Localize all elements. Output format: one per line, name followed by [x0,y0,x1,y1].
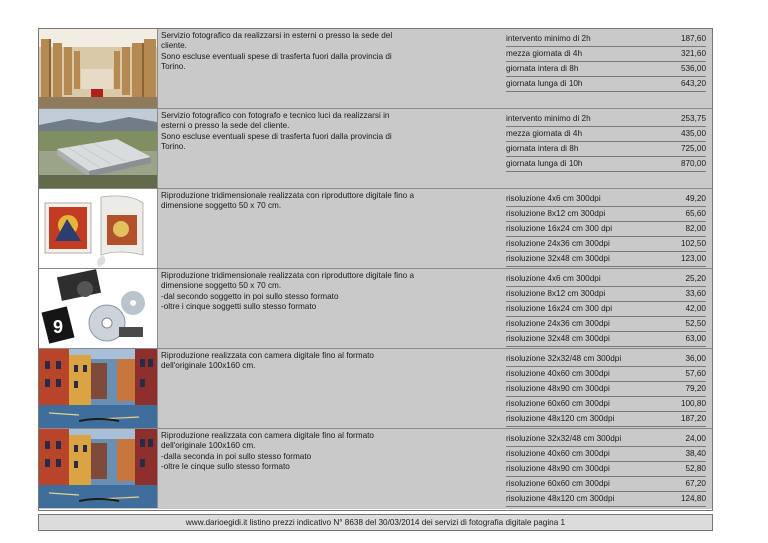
price-row [506,382,706,397]
price-row [506,142,706,157]
service-description: Riproduzione realizzata con camera digitale fino al formato dell'originale 100x160 cm. [161,351,374,371]
service-row [39,349,712,429]
price-row [506,492,706,507]
price-list [506,112,706,172]
artwork-prints-photo [39,189,158,268]
price-label: intervento minimo di 2h [506,114,591,123]
price-value: 67,20 [685,479,706,488]
service-description: Servizio fotografico con fotografo e tecnico luci da realizzarsi in esterni o presso la sede del cliente. Sono escluse eventuali spese di trasferta fuori dalla provincia di Torino. [161,111,392,152]
price-value: 725,00 [680,144,706,153]
service-description: Riproduzione tridimensionale realizzata con riproduttore digitale fino a dimensione soggetto 50 x 70 cm. [161,191,415,211]
price-label: risoluzione 32x48 cm 300dpi [506,254,610,263]
price-value: 100,80 [680,399,706,408]
service-row [39,429,712,509]
price-row [506,112,706,127]
price-row [506,412,706,427]
price-value: 123,00 [680,254,706,263]
objects-photo [39,269,158,348]
price-row [506,397,706,412]
price-label: giornata intera di 8h [506,64,579,73]
price-value: 253,75 [680,114,706,123]
price-label: risoluzione 8x12 cm 300dpi [506,289,606,298]
price-label: risoluzione 32x32/48 cm 300dpi [506,354,622,363]
price-row [506,447,706,462]
price-list [506,352,706,427]
price-label: intervento minimo di 2h [506,34,591,43]
price-value: 187,20 [680,414,706,423]
price-value: 82,00 [685,224,706,233]
price-value: 49,20 [685,194,706,203]
warehouse-photo [39,29,158,108]
price-label: mezza giornata di 4h [506,49,583,58]
price-label: risoluzione 24x36 cm 300dpi [506,319,610,328]
price-label: giornata intera di 8h [506,144,579,153]
price-row [506,367,706,382]
price-row [506,222,706,237]
price-list [506,272,706,347]
price-value: 65,60 [685,209,706,218]
price-label: risoluzione 4x6 cm 300dpi [506,274,601,283]
price-value: 38,40 [685,449,706,458]
price-label: risoluzione 48x120 cm 300dpi [506,494,615,503]
aerial-factory-photo [39,109,158,188]
service-row [39,269,712,349]
service-row [39,109,712,189]
price-list [506,432,706,507]
price-row [506,302,706,317]
price-row [506,47,706,62]
price-row [506,432,706,447]
price-label: risoluzione 48x90 cm 300dpi [506,384,610,393]
venice-painting-photo [39,429,158,508]
price-row [506,352,706,367]
footer: www.darioegidi.it listino prezzi indicativo N° 8638 del 30/03/2014 dei servizi di fotografia digitale pagina 1 [38,514,713,531]
price-value: 435,00 [680,129,706,138]
price-list-table [38,28,713,511]
price-value: 79,20 [685,384,706,393]
price-list [506,32,706,92]
price-value: 57,60 [685,369,706,378]
price-value: 52,50 [685,319,706,328]
price-value: 33,60 [685,289,706,298]
price-row [506,332,706,347]
price-row [506,157,706,172]
price-value: 187,60 [680,34,706,43]
price-label: risoluzione 40x60 cm 300dpi [506,369,610,378]
price-list [506,192,706,267]
price-label: risoluzione 16x24 cm 300 dpi [506,224,613,233]
price-value: 124,80 [680,494,706,503]
price-label: risoluzione 8x12 cm 300dpi [506,209,606,218]
price-label: risoluzione 32x48 cm 300dpi [506,334,610,343]
service-row [39,29,712,109]
venice-painting-photo [39,349,158,428]
price-value: 63,00 [685,334,706,343]
price-row [506,32,706,47]
price-value: 24,00 [685,434,706,443]
price-value: 536,00 [680,64,706,73]
price-value: 36,00 [685,354,706,363]
svg-text:9: 9 [53,317,64,337]
price-row [506,287,706,302]
price-row [506,477,706,492]
price-label: risoluzione 24x36 cm 300dpi [506,239,610,248]
price-row [506,62,706,77]
price-row [506,462,706,477]
price-label: giornata lunga di 10h [506,159,583,168]
price-label: risoluzione 60x60 cm 300dpi [506,479,610,488]
price-row [506,252,706,267]
price-label: risoluzione 48x120 cm 300dpi [506,414,615,423]
price-value: 643,20 [680,79,706,88]
price-label: risoluzione 60x60 cm 300dpi [506,399,610,408]
price-value: 25,20 [685,274,706,283]
price-row [506,77,706,92]
price-label: risoluzione 32x32/48 cm 300dpi [506,434,622,443]
price-value: 321,60 [680,49,706,58]
price-value: 42,00 [685,304,706,313]
price-row [506,237,706,252]
price-value: 102,50 [680,239,706,248]
price-label: risoluzione 40x60 cm 300dpi [506,449,610,458]
price-label: risoluzione 48x90 cm 300dpi [506,464,610,473]
service-description: Servizio fotografico da realizzarsi in esterni o presso la sede del cliente. Sono escluse eventuali spese di trasferta fuori dalla provincia di Torino. [161,31,393,72]
price-row [506,272,706,287]
price-label: risoluzione 4x6 cm 300dpi [506,194,601,203]
service-description: Riproduzione realizzata con camera digitale fino al formato dell'originale 100x160 cm. -dalla seconda in poi sullo stesso formato -oltre le cinque sullo stesso formato [161,431,374,472]
price-label: mezza giornata di 4h [506,129,583,138]
price-row [506,207,706,222]
price-value: 870,00 [680,159,706,168]
price-row [506,127,706,142]
price-row [506,192,706,207]
price-value: 52,80 [685,464,706,473]
price-row [506,317,706,332]
service-description: Riproduzione tridimensionale realizzata con riproduttore digitale fino a dimensione soggetto 50 x 70 cm. -dal secondo soggetto in poi sullo stesso formato -oltre i cinque soggetti sullo stesso formato [161,271,415,312]
service-row [39,189,712,269]
price-label: giornata lunga di 10h [506,79,583,88]
price-label: risoluzione 16x24 cm 300 dpi [506,304,613,313]
